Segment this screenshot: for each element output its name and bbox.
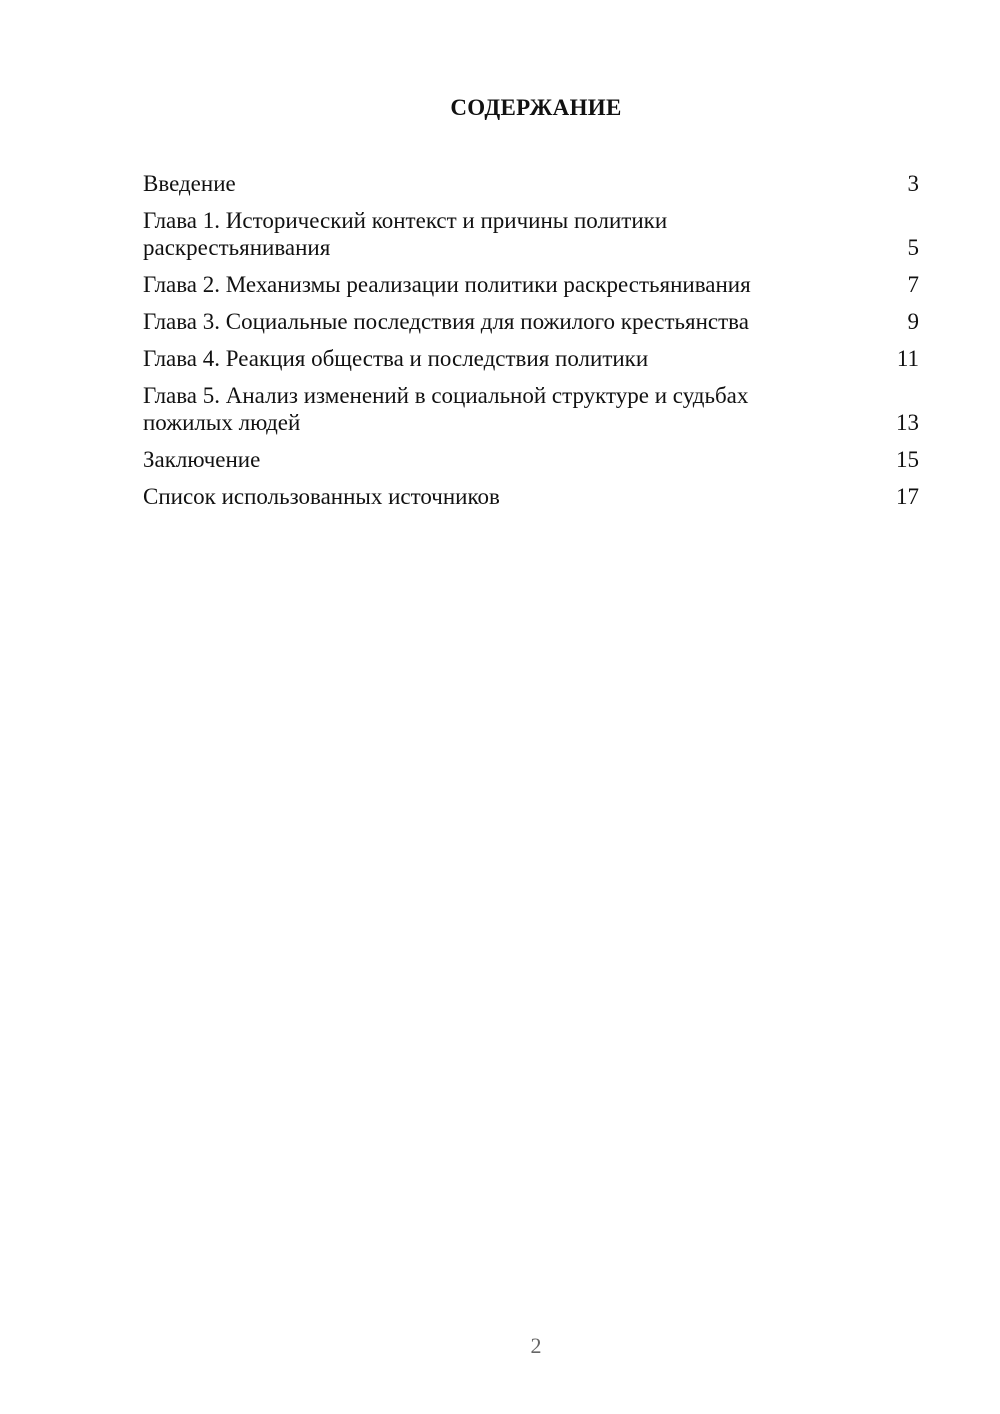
toc-entry-chapter-3 xyxy=(143,308,919,335)
toc-entry-chapter-1 xyxy=(143,207,919,261)
table-of-contents xyxy=(143,170,919,520)
toc-entry-label: Глава 2. Механизмы реализации политики раскрестьянивания xyxy=(143,272,751,297)
toc-entry-page: 3 xyxy=(907,171,919,196)
toc-entry-page: 17 xyxy=(896,484,919,509)
toc-entry-label: Глава 3. Социальные последствия для пожилого крестьянства xyxy=(143,309,749,334)
toc-entry-chapter-4 xyxy=(143,345,919,372)
toc-entry-page: 5 xyxy=(907,235,919,260)
toc-entry-introduction xyxy=(143,170,919,197)
toc-entry-label: Глава 5. Анализ изменений в социальной структуре и судьбах пожилых людей xyxy=(143,383,749,435)
toc-entry-page: 7 xyxy=(907,272,919,297)
toc-entry-conclusion xyxy=(143,446,919,473)
toc-entry-label: Глава 1. Исторический контекст и причины политики раскрестьянивания xyxy=(143,208,668,260)
toc-entry-label: Введение xyxy=(143,171,236,196)
page-number: 2 xyxy=(530,1333,542,1358)
toc-entry-label: Заключение xyxy=(143,447,261,472)
toc-entry-chapter-5 xyxy=(143,382,919,436)
page-title: СОДЕРЖАНИЕ xyxy=(450,95,622,120)
toc-entry-chapter-2 xyxy=(143,271,919,298)
toc-entry-page: 9 xyxy=(907,309,919,334)
toc-entry-page: 13 xyxy=(896,410,919,435)
toc-entry-label: Список использованных источников xyxy=(143,484,500,509)
toc-entry-page: 11 xyxy=(896,346,919,371)
toc-entry-page: 15 xyxy=(896,447,919,472)
toc-entry-label: Глава 4. Реакция общества и последствия политики xyxy=(143,346,649,371)
toc-entry-references xyxy=(143,483,919,510)
